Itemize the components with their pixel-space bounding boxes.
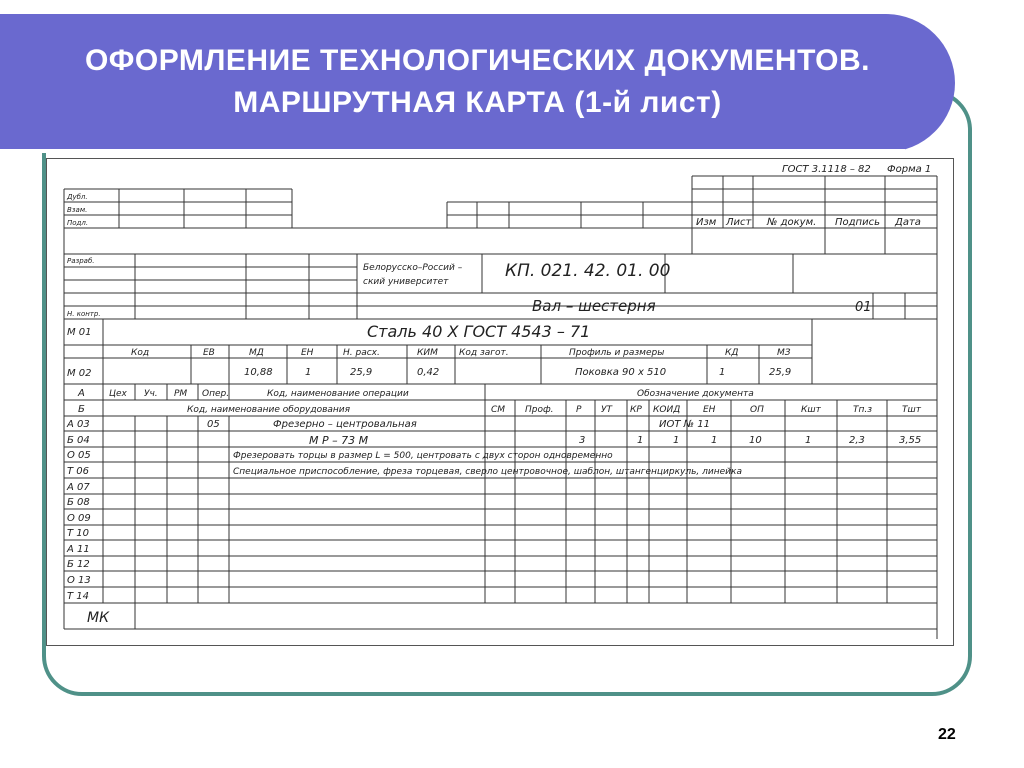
mat-value-mz: 25,9 [769,367,792,378]
col-header-op: ОП [750,405,764,415]
col-header-uch: Уч. [144,389,158,399]
mat-value-kim: 0,42 [417,367,440,378]
col-header-koid: КОИД [653,405,681,415]
col-header-tpz: Тп.з [853,405,873,415]
col-header-en: ЕН [703,405,716,415]
row-label-a11: А 11 [67,544,90,555]
mat-header-mz: МЗ [777,348,791,358]
mat-value-kd: 1 [719,367,726,378]
col-header-equipment: Код, наименование оборудования [187,405,351,415]
row-m02: М 02 [67,368,92,379]
route-card-form [46,158,954,646]
mat-header-kod-zagot: Код загот. [459,348,509,358]
mat-value-profile: Поковка 90 х 510 [575,367,667,378]
transition-text: Фрезеровать торцы в размер L = 500, центровать с двух сторон одновременно [233,451,613,461]
col-header-prof: Проф. [525,405,554,415]
mat-header-md: МД [249,348,264,358]
label-n-kontr: Н. контр. [67,310,101,318]
value-op: 10 [749,435,762,446]
row-label-b08: Б 08 [67,497,90,508]
slide-title-line2: МАРШРУТНАЯ КАРТА (1-й лист) [233,86,722,119]
label-razrab: Разраб. [67,257,95,265]
mat-header-kim: КИМ [417,348,438,358]
col-header-operation: Код, наименование операции [267,389,409,399]
header-list: Лист [726,217,752,228]
mat-header-kd: КД [725,348,739,358]
value-r: 3 [579,435,586,446]
row-label-b04: Б 04 [67,435,90,446]
page-number: 22 [938,726,956,743]
standard-label: ГОСТ 3.1118 – 82 [782,164,871,175]
header-date: Дата [895,217,921,228]
value-en: 1 [711,435,718,446]
row-label-a03: А 03 [67,419,90,430]
equipment-model: М Р – 73 М [309,434,369,447]
mat-header-kod: Код [131,348,150,358]
mat-header-nrash: Н. расх. [343,348,380,358]
value-tpz: 2,3 [849,435,865,446]
col-header-ksht: Кшт [801,405,821,415]
mat-value-nrash: 25,9 [350,367,373,378]
mat-header-profile: Профиль и размеры [569,348,665,358]
col-header-rm: РМ [174,389,188,399]
value-ksht: 1 [805,435,812,446]
header-doc-no: № докум. [767,217,817,228]
header-signature: Подпись [835,217,880,228]
university-line2: ский университет [363,277,449,287]
banner-underline [0,149,905,153]
mat-value-md: 10,88 [244,367,273,378]
row-m01: М 01 [67,327,92,338]
tooling-text: Специальное приспособление, фреза торцевая, сверло центровочное, шаблон, штангенциркуль, линейка [233,467,742,477]
part-name: Вал – шестерня [532,297,656,315]
material-name: Сталь 40 Х ГОСТ 4543 – 71 [367,322,591,341]
mat-header-en: ЕН [301,348,314,358]
col-header-oper: Опер. [202,389,230,399]
form-number: Форма 1 [887,164,932,175]
value-kr: 1 [637,435,644,446]
col-header-a: А [78,388,85,399]
university-line1: Белорусско–Россий – [363,263,463,273]
value-tsht: 3,55 [899,435,922,446]
operation-name: Фрезерно – центровальная [273,419,417,430]
col-header-doc: Обозначение документа [637,389,754,399]
iot-document: ИОТ № 11 [659,419,710,430]
label-vzam: Взам. [67,206,88,214]
operation-number: 05 [207,419,220,430]
col-header-ut: УТ [601,405,612,415]
label-dubl: Дубл. [67,193,88,201]
row-label-t14: Т 14 [67,591,90,602]
mat-value-en: 1 [305,367,312,378]
col-header-r: Р [576,405,582,415]
value-koid: 1 [673,435,680,446]
footer-mk: МК [87,610,110,626]
form-grid [47,159,953,645]
row-label-o13: О 13 [67,575,91,586]
row-label-o05: О 05 [67,450,91,461]
row-label-o09: О 09 [67,513,91,524]
sheet-mark: 01 [855,300,872,315]
col-header-sm: СМ [491,405,506,415]
col-header-tsht: Тшт [902,405,921,415]
col-header-tseh: Цех [109,389,127,399]
row-label-t06: Т 06 [67,466,90,477]
document-code: КП. 021. 42. 01. 00 [505,261,671,281]
title-banner [0,14,955,152]
slide-title-line1: ОФОРМЛЕНИЕ ТЕХНОЛОГИЧЕСКИХ ДОКУМЕНТОВ. [84,44,871,77]
row-label-t10: Т 10 [67,528,90,539]
col-header-kr: КР [630,405,642,415]
header-izm: Изм [696,217,717,228]
row-label-a07: А 07 [67,482,90,493]
col-header-b: Б [78,404,85,415]
mat-header-ev: ЕВ [203,348,215,358]
row-label-b12: Б 12 [67,559,90,570]
label-podl: Подл. [67,219,89,227]
